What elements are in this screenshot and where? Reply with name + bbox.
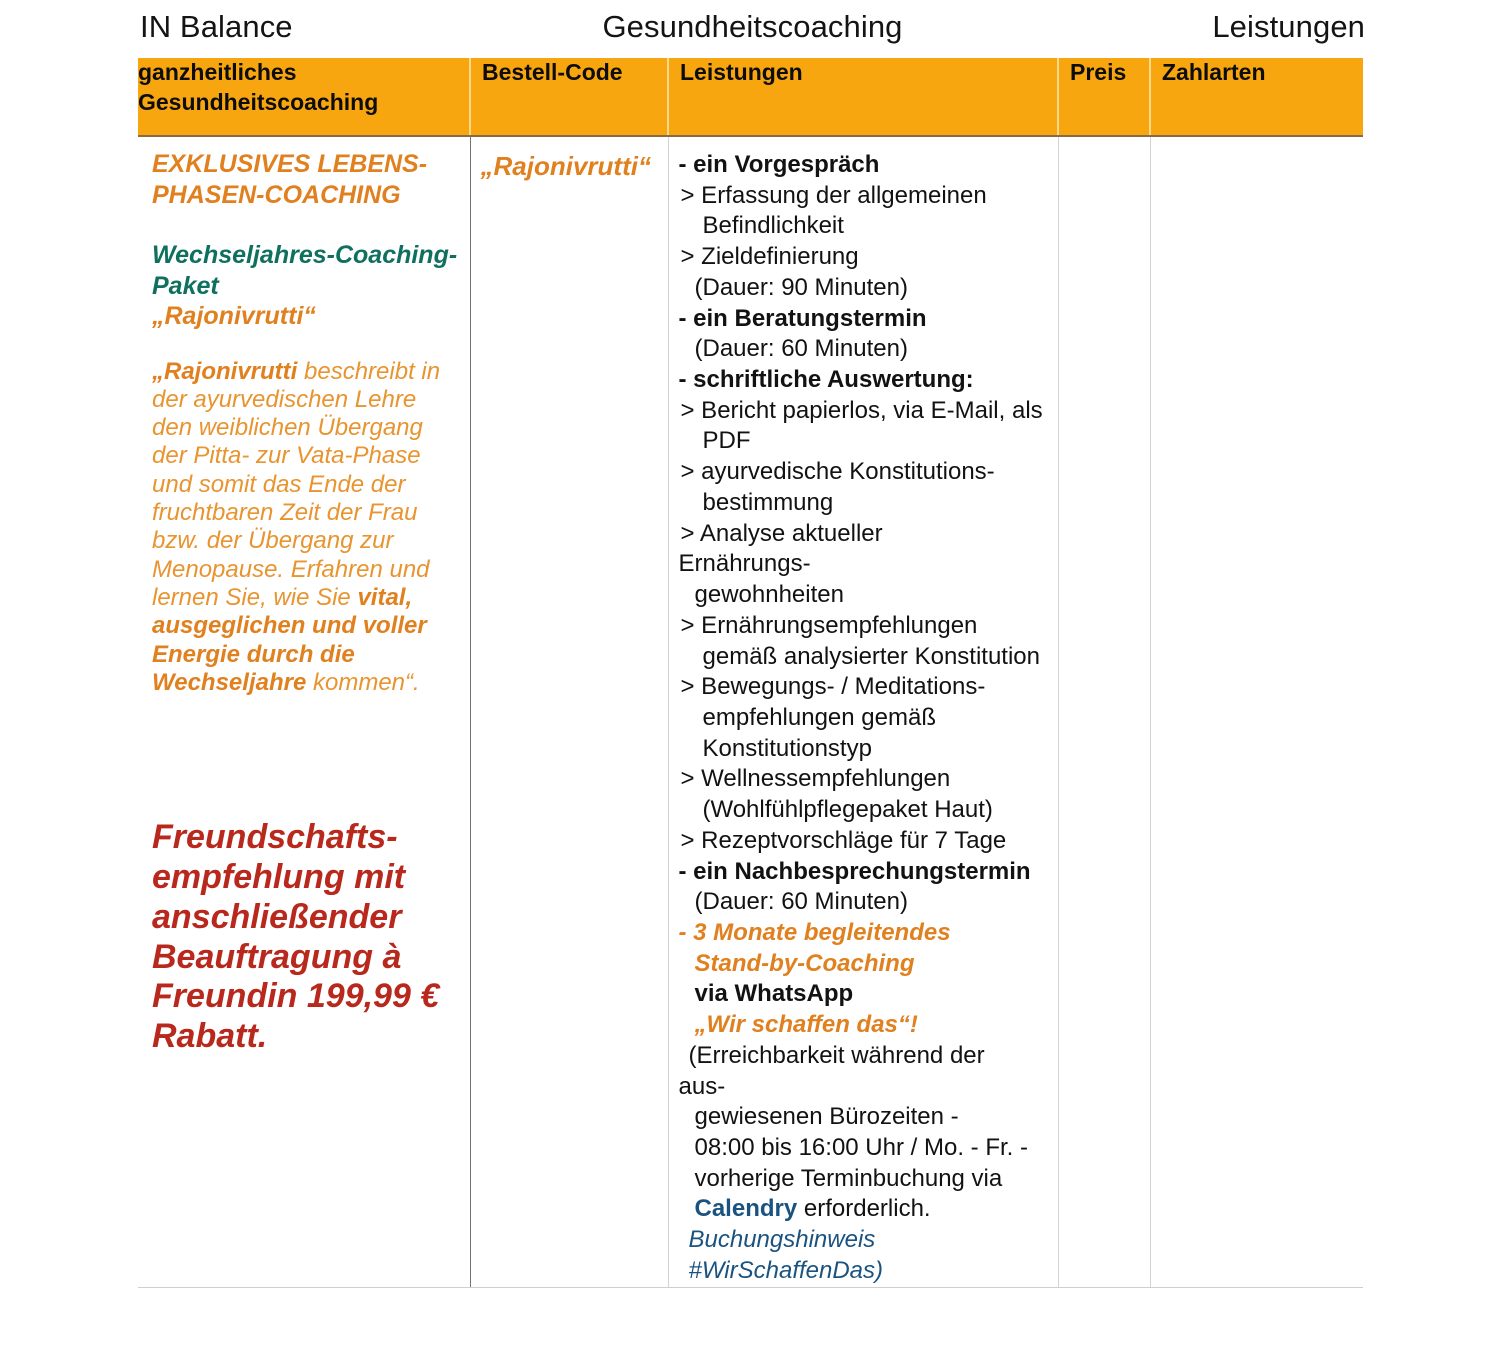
service-sub-assessment: > Erfassung der allgemeinen Befindlichkeit <box>680 181 987 240</box>
services-list <box>679 149 1052 1287</box>
service-sub-paperless-report: > Bericht papierlos, via E-Mail, als PDF <box>680 396 1043 455</box>
page-title: Gesundheitscoaching <box>602 9 903 44</box>
column-header-price: Preis <box>1058 58 1150 136</box>
availability-note-line-2: aus- <box>678 1072 726 1100</box>
table-header <box>138 58 1363 136</box>
column-header-payment-methods: Zahlarten <box>1150 58 1363 136</box>
referral-discount-note: Freundschafts-empfehlung mit anschließender Beauftragung à Freundin 199,99 € Rabatt. <box>152 818 440 1056</box>
service-sub-wellness: > Wellnessempfehlungen (Wohlfühlpflegepaket Haut) <box>680 765 993 824</box>
service-sub-diet-recommendation: > Ernährungsempfehlungen gemäß analysierter Konstitution <box>680 611 1040 670</box>
package-name-quoted: „Rajonivrutti“ <box>152 302 316 330</box>
column-header-order-code: Bestell-Code <box>470 58 668 136</box>
table-header-row <box>138 58 1363 136</box>
price-content <box>1059 137 1150 149</box>
package-description <box>152 358 458 698</box>
services-content <box>669 137 1058 1287</box>
brand-title: IN Balance <box>140 9 293 44</box>
order-code-value: „Rajonivrutti“ <box>480 151 651 181</box>
cell-service-type <box>138 136 470 1287</box>
table-row <box>138 136 1363 1287</box>
service-sub-diet-analysis-b: Ernährungs- <box>678 550 811 578</box>
service-duration-60-b: (Dauer: 60 Minuten) <box>694 888 908 916</box>
availability-note-line-4: 08:00 bis 16:00 Uhr / Mo. - Fr. - <box>694 1134 1028 1161</box>
page-title-bar <box>140 6 1365 48</box>
service-sub-movement-meditation: > Bewegungs- / Meditations-empfehlungen gemäß Konstitutionstyp <box>680 673 986 762</box>
order-code-content <box>471 137 668 182</box>
brand-title-container <box>140 9 544 45</box>
service-item-consultation-heading: - ein Beratungstermin <box>678 304 927 332</box>
service-sub-diet-analysis-a: > Analyse aktueller <box>680 519 883 547</box>
service-sub-constitution: > ayurvedische Konstitutions-bestimmung <box>680 458 995 516</box>
payment-methods-content <box>1151 137 1364 149</box>
availability-note-line-5: vorherige Terminbuchung via <box>694 1164 1003 1192</box>
booking-hint-line-1: Buchungshinweis <box>688 1226 876 1254</box>
description-end: kommen“. <box>306 668 420 696</box>
availability-note-line-3: gewiesenen Bürozeiten - <box>694 1103 959 1131</box>
service-item-pre-talk-heading: - ein Vorgespräch <box>678 151 880 178</box>
service-slogan: „Wir schaffen das“! <box>694 1011 918 1039</box>
description-emphasis: vital, ausgeglichen und voller Energie durch die Wechseljahre <box>152 584 427 696</box>
page-title-container <box>544 9 961 45</box>
description-lead: „Rajonivrutti <box>152 357 298 385</box>
cell-price <box>1058 136 1150 1287</box>
service-type-content <box>138 137 470 1057</box>
booking-requirement-line <box>679 1194 1052 1225</box>
calendry-link[interactable]: Calendry <box>694 1195 798 1223</box>
pricing-table <box>138 58 1363 1288</box>
service-sub-recipes: > Rezeptvorschläge für 7 Tage <box>680 826 1007 854</box>
cell-services <box>668 136 1058 1287</box>
service-channel-whatsapp: via WhatsApp <box>694 980 854 1008</box>
booking-hint-hashtag: #WirSchaffenDas) <box>688 1256 884 1284</box>
package-title: Wechseljahres-Coaching-Paket <box>152 241 458 300</box>
description-mid: beschreibt in der ayurvedischen Lehre den weiblichen Übergang der Pitta- zur Vata-Phase und somit das Ende der fruchtbaren Zeit der Frau bzw. der Übergang zur Menopause. Erfahren und lernen Sie, wie Sie <box>152 357 441 611</box>
booking-requirement-text: erforderlich. <box>797 1195 931 1223</box>
package-title-block <box>152 240 458 332</box>
column-header-services: Leistungen <box>668 58 1058 136</box>
service-item-standby-heading: - 3 Monate begleitendes <box>678 918 951 946</box>
service-item-follow-up-heading: - ein Nachbesprechungstermin <box>678 857 1031 885</box>
cell-payment-methods <box>1150 136 1363 1287</box>
service-sub-goal-definition: > Zieldefinierung <box>680 243 859 271</box>
table-body <box>138 136 1363 1287</box>
availability-note-line-1: (Erreichbarkeit während der <box>688 1041 985 1069</box>
service-item-standby-heading-2: Stand-by-Coaching <box>694 949 915 977</box>
service-item-written-report-heading: - schriftliche Auswertung: <box>678 366 974 394</box>
column-header-service-type: ganzheitliches Gesundheitscoaching <box>138 58 470 136</box>
section-title: Leistungen <box>1212 9 1365 44</box>
service-duration-90: (Dauer: 90 Minuten) <box>694 273 908 301</box>
cell-order-code <box>470 136 668 1287</box>
exclusive-kicker: EXKLUSIVES LEBENS-PHASEN-COACHING <box>152 150 428 209</box>
service-sub-diet-analysis-c: gewohnheiten <box>694 581 844 609</box>
section-title-container <box>961 9 1365 45</box>
service-duration-60-a: (Dauer: 60 Minuten) <box>694 335 908 363</box>
